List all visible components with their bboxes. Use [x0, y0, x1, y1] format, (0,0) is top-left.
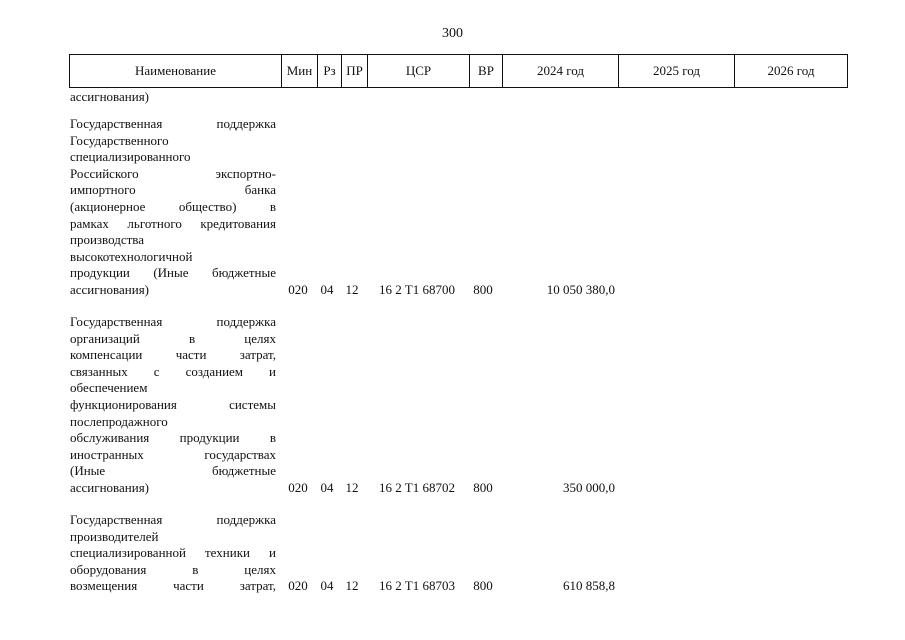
row-name-line — [70, 562, 276, 579]
row-name-word: Государственная — [70, 314, 163, 329]
row-name-word: бюджетные — [211, 463, 276, 479]
row-rz: 04 — [320, 480, 334, 495]
row-rz: 04 — [320, 578, 334, 594]
row-name-word: высокотехнологичной — [70, 248, 193, 264]
row-name-word: Государственного — [70, 132, 169, 148]
row-name-line — [70, 116, 276, 133]
row-name-word: целях — [244, 330, 276, 346]
row-name-word: с — [153, 363, 160, 379]
header-2025: 2025 год — [619, 55, 735, 87]
row-vr: 800 — [473, 282, 493, 297]
row-name-word: иностранных — [70, 446, 144, 462]
row-name-word: и — [269, 363, 276, 379]
row-name-word: обеспечением — [70, 380, 148, 396]
row-name-word: производства — [70, 232, 145, 248]
row-pr: 12 — [345, 578, 359, 594]
row-name-line — [70, 331, 276, 348]
row-min: 020 — [288, 282, 308, 297]
row-name-line — [70, 545, 276, 562]
row-pr: 12 — [345, 282, 359, 297]
row-name-word: обслуживания — [70, 430, 150, 446]
row-y2024: 10 050 380,0 — [546, 282, 615, 297]
row-name-word: экспортно- — [215, 165, 276, 181]
row-name-word: затрат, — [239, 347, 276, 363]
row-name-line — [70, 199, 276, 216]
row-name-word: рамках — [70, 215, 109, 231]
row-name-word: техники — [205, 545, 250, 561]
row-name-line — [70, 364, 276, 381]
row-name-line — [70, 133, 276, 150]
row-name-line — [70, 249, 276, 266]
row-vr: 800 — [473, 480, 493, 495]
row-y2024: 610 858,8 — [563, 578, 615, 594]
row-name-line — [70, 480, 276, 497]
page-number: 300 — [442, 26, 463, 41]
row-name-word: и — [269, 545, 276, 561]
row-min: 020 — [288, 480, 308, 495]
row-name-word: в — [188, 330, 196, 346]
row-name-word: Государственная — [70, 512, 163, 527]
header-min: Мин — [282, 55, 318, 87]
row-rz: 04 — [320, 282, 334, 297]
row-name-word: связанных — [70, 363, 128, 379]
row-name-word: возмещения — [70, 578, 138, 594]
row-name-word: созданием — [185, 363, 244, 379]
row-name-word: функционирования — [70, 396, 177, 412]
row-name-word: продукции — [179, 430, 240, 446]
row-name-word: общество) — [178, 198, 237, 214]
row-name-line — [70, 347, 276, 364]
row-name-word: импортного — [70, 182, 136, 198]
row-name-word: Российского — [70, 165, 139, 181]
header-name: Наименование — [70, 55, 282, 87]
row-name-line — [70, 397, 276, 414]
row-name-word: послепродажного — [70, 413, 168, 429]
row-name-word: поддержка — [216, 314, 276, 329]
row-name-line — [70, 282, 276, 299]
header-rz: Рз — [318, 55, 342, 87]
row-name-line — [70, 166, 276, 183]
row-min: 020 — [288, 578, 308, 594]
row-name-word: (Иные — [70, 463, 106, 479]
row-name-word: ассигнования) — [70, 479, 150, 495]
row-name-word: в — [192, 561, 199, 577]
row-name-line — [70, 463, 276, 480]
row-name-word: банка — [244, 182, 276, 198]
row-name-word: специализированной — [70, 545, 186, 561]
row-name-word: (акционерное — [70, 198, 146, 214]
row-csr: 16 2 T1 68700 — [379, 282, 455, 297]
row-name-word: специализированного — [70, 149, 191, 165]
row-name-word: поддержка — [216, 512, 276, 527]
row-name-word: части — [173, 578, 204, 594]
header-pr: ПР — [342, 55, 368, 87]
row-name-word: компенсации — [70, 347, 143, 363]
header-vr: ВР — [470, 55, 503, 87]
row-name-word: ассигнования) — [70, 281, 150, 297]
row-name — [70, 116, 276, 299]
row-csr: 16 2 T1 68702 — [379, 480, 455, 495]
row-name-word: затрат, — [239, 578, 276, 594]
header-csr: ЦСР — [368, 55, 470, 87]
row-name-word: в — [269, 430, 276, 446]
row-name-word: поддержка — [216, 116, 276, 131]
row-name-word: бюджетные — [211, 265, 276, 281]
table-header — [69, 54, 848, 88]
row-name — [70, 314, 276, 497]
row-name-line — [70, 314, 276, 331]
row-name — [70, 512, 276, 595]
row-name-word: льготного — [127, 215, 182, 231]
row-name-word: кредитования — [200, 215, 276, 231]
row-name-line — [70, 578, 276, 595]
row-csr: 16 2 T1 68703 — [379, 578, 455, 594]
row-y2024: 350 000,0 — [563, 480, 615, 495]
row-name-line — [70, 512, 276, 529]
row-vr: 800 — [473, 578, 493, 594]
header-2024: 2024 год — [503, 55, 619, 87]
row-name-line — [70, 232, 276, 249]
row-name-word: оборудования — [70, 561, 147, 577]
header-2026: 2026 год — [767, 63, 815, 78]
row-name-word: части — [175, 347, 207, 363]
row-name-line — [70, 149, 276, 166]
row-name-word: Государственная — [70, 116, 163, 131]
row-name-line — [70, 265, 276, 282]
row-name-word: (Иные — [153, 265, 189, 281]
row-name-line — [70, 529, 276, 546]
carryover-line: ассигнования) — [70, 89, 150, 104]
row-pr: 12 — [345, 480, 359, 495]
row-name-line — [70, 447, 276, 464]
row-name-line — [70, 380, 276, 397]
row-name-word: продукции — [70, 265, 130, 281]
row-name-word: целях — [244, 561, 276, 577]
row-name-word: системы — [229, 396, 276, 412]
row-name-word: производителей — [70, 528, 159, 544]
row-name-line — [70, 182, 276, 199]
row-name-word: государствах — [204, 446, 276, 462]
row-name-line — [70, 414, 276, 431]
row-name-line — [70, 216, 276, 233]
row-name-word: организаций — [70, 330, 140, 346]
row-name-word: в — [269, 198, 276, 214]
row-name-line — [70, 430, 276, 447]
